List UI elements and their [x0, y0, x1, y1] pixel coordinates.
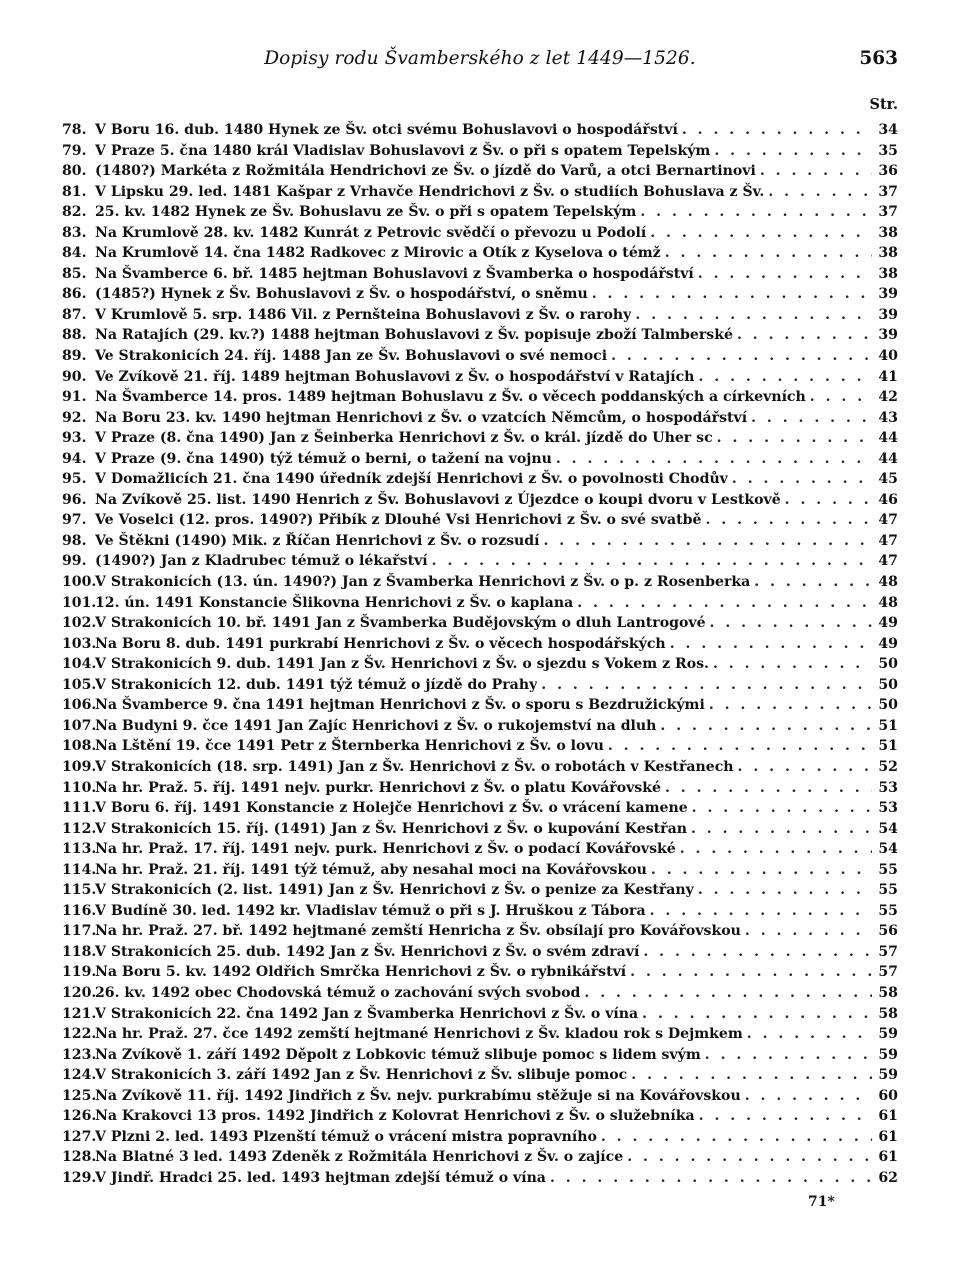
- list-item: [62, 264, 898, 285]
- entry-number: 88.: [62, 327, 87, 344]
- entry-number: 128.: [62, 1149, 97, 1166]
- list-item: [62, 1004, 898, 1025]
- entry-number: 119.: [62, 964, 97, 981]
- dot-leader: [694, 880, 872, 901]
- dot-leader: [428, 551, 872, 572]
- entry-number: 126.: [62, 1108, 97, 1125]
- dot-leader: [656, 716, 872, 737]
- entry-number: 89.: [62, 348, 87, 365]
- list-item: [62, 1024, 898, 1045]
- entry-number: 80.: [62, 163, 87, 180]
- entry-text: Na Zvíkově 1. září 1492 Děpolt z Lobkovic témuž slibuje pomoc s lidem svým: [95, 1046, 701, 1063]
- list-item: [62, 819, 898, 840]
- entry-page: 36: [878, 163, 898, 180]
- entry-text: Na Blatné 3 led. 1493 Zdeněk z Rožmitála Henrichovi z Šv. o zajíce: [95, 1149, 624, 1166]
- entry-page: 59: [878, 1026, 898, 1043]
- list-item: [62, 736, 898, 757]
- entry-page: 39: [878, 327, 898, 344]
- entry-page: 38: [878, 245, 898, 262]
- entry-text: V Strakonicích 12. dub. 1491 týž témuž o jízdě do Prahy: [95, 676, 538, 693]
- dot-leader: [806, 387, 872, 408]
- entry-text: V Strakonicích (2. list. 1491) Jan z Šv. Henrichovi z Šv. o penize za Kestřany: [95, 882, 694, 899]
- entry-number: 91.: [62, 389, 87, 406]
- list-item: [62, 1065, 898, 1086]
- entry-page: 49: [878, 615, 898, 632]
- entry-text: Na hr. Praž. 27. čce 1492 zemští hejtmané Henrichovi z Šv. kladou rok s Dejmkem: [95, 1026, 743, 1043]
- dot-leader: [638, 1004, 872, 1025]
- list-item: [62, 428, 898, 449]
- entry-text: Na Budyni 9. čce 1491 Jan Zajíc Henrichovi z Šv. o rukojemství na dluh: [95, 717, 657, 734]
- dot-leader: [636, 202, 872, 223]
- entry-number: 92.: [62, 409, 87, 426]
- dot-leader: [688, 798, 872, 819]
- entry-text: Na Boru 5. kv. 1492 Oldřich Smrčka Henrichovi z Šv. o rybnikářství: [95, 964, 627, 981]
- list-item: [62, 1086, 898, 1107]
- list-item: [62, 654, 898, 675]
- dot-leader: [705, 695, 872, 716]
- entry-text: Na Zvíkově 25. list. 1490 Henrich z Šv. Bohuslavovi z Újezdce o koupi dvoru v Lestkově: [95, 491, 781, 508]
- list-item: [62, 120, 898, 141]
- entry-page: 58: [878, 1005, 898, 1022]
- list-item: [62, 593, 898, 614]
- list-item: [62, 325, 898, 346]
- entry-page: 38: [878, 265, 898, 282]
- dot-leader: [694, 264, 872, 285]
- entry-page: 45: [878, 471, 898, 488]
- entry-number: 112.: [62, 820, 97, 837]
- entry-number: 124.: [62, 1067, 97, 1084]
- list-item: [62, 490, 898, 511]
- page-number: 563: [859, 48, 898, 69]
- entry-text: 12. ún. 1491 Konstancie Šlikovna Henrichovi z Šv. o kaplana: [95, 594, 574, 611]
- dot-leader: [710, 141, 872, 162]
- dot-leader: [734, 757, 872, 778]
- dot-leader: [623, 1147, 872, 1168]
- entry-page: 34: [878, 122, 898, 138]
- list-item: [62, 551, 898, 572]
- list-item: [62, 983, 898, 1004]
- entry-page: 53: [878, 779, 898, 796]
- entry-number: 105.: [62, 676, 97, 693]
- list-item: [62, 469, 898, 490]
- dot-leader: [701, 510, 872, 531]
- entry-number: 90.: [62, 368, 87, 385]
- entry-page: 39: [878, 306, 898, 323]
- page-column-label: Str.: [869, 96, 898, 113]
- dot-leader: [741, 921, 872, 942]
- dot-leader: [678, 120, 872, 141]
- entry-page: 57: [878, 964, 898, 981]
- list-item: [62, 613, 898, 634]
- entry-text: V Krumlově 5. srp. 1486 Vil. z Pernšteina Bohuslavovi z Šv. o rarohy: [95, 306, 632, 323]
- entry-number: 121.: [62, 1005, 97, 1022]
- entry-page: 47: [878, 553, 898, 570]
- entry-page: 61: [878, 1108, 898, 1125]
- entry-page: 59: [878, 1067, 898, 1084]
- dot-leader: [756, 161, 872, 182]
- list-item: [62, 367, 898, 388]
- entry-text: V Jindř. Hradci 25. led. 1493 hejtman zdejší témuž o vína: [95, 1169, 546, 1186]
- entry-text: Na Švamberce 14. pros. 1489 hejtman Bohuslavu z Šv. o věcech poddanských a církevních: [95, 389, 806, 406]
- entry-number: 127.: [62, 1128, 97, 1145]
- entry-text: (1480?) Markéta z Rožmitála Hendrichovi ze Šv. o jízdě do Varů, a otci Bernartinovi: [95, 163, 756, 180]
- entry-number: 125.: [62, 1087, 97, 1104]
- entry-number: 102.: [62, 615, 97, 632]
- entry-text: V Plzni 2. led. 1493 Plzenští témuž o vrácení mistra popravního: [95, 1128, 597, 1145]
- dot-leader: [747, 408, 872, 429]
- list-item: [62, 141, 898, 162]
- dot-leader: [626, 962, 872, 983]
- entry-page: 60: [878, 1087, 898, 1104]
- entry-page: 51: [878, 738, 898, 755]
- entry-page: 47: [878, 532, 898, 549]
- dot-leader: [604, 736, 872, 757]
- list-item: [62, 346, 898, 367]
- entry-number: 129.: [62, 1169, 97, 1186]
- entry-text: V Domažlicích 21. čna 1490 úředník zdejší Henrichovi z Šv. o povolnosti Chodův: [95, 471, 728, 488]
- entry-text: Na Lštění 19. čce 1491 Petr z Šternberka Henrichovi z Šv. o lovu: [95, 738, 604, 755]
- entry-text: Na hr. Praž. 27. bř. 1492 hejtmané zemští Henricha z Šv. obsílají pro Kovářovskou: [95, 923, 741, 940]
- entry-text: (1485?) Hynek z Šv. Bohuslavovi z Šv. o hospodářství, o sněmu: [95, 286, 588, 303]
- entry-number: 78.: [62, 122, 87, 138]
- list-item: [62, 716, 898, 737]
- dot-leader: [741, 1086, 872, 1107]
- entry-number: 79.: [62, 142, 87, 159]
- entry-page: 54: [878, 820, 898, 837]
- entry-page: 55: [878, 861, 898, 878]
- list-item: [62, 531, 898, 552]
- entry-text: V Strakonicích 25. dub. 1492 Jan z Šv. Henrichovi z Šv. o svém zdraví: [95, 943, 640, 960]
- entry-number: 114.: [62, 861, 97, 878]
- dot-leader: [706, 613, 872, 634]
- dot-leader: [588, 284, 872, 305]
- printer-signature: 71*: [808, 1194, 835, 1210]
- list-item: [62, 223, 898, 244]
- list-item: [62, 182, 898, 203]
- entry-page: 49: [878, 635, 898, 652]
- entry-text: V Praze (8. čna 1490) Jan z Šeinberka Henrichovi z Šv. o král. jízdě do Uher sc: [95, 430, 713, 447]
- entry-number: 93.: [62, 430, 87, 447]
- list-item: [62, 921, 898, 942]
- dot-leader: [661, 778, 872, 799]
- entry-text: V Strakonicích (13. ún. 1490?) Jan z Švamberka Henrichovi z Šv. o p. z Rosenberka: [95, 574, 751, 591]
- list-item: [62, 757, 898, 778]
- entry-text: V Strakonicích 15. říj. (1491) Jan z Šv. Henrichovi z Šv. o kupování Kestřan: [95, 820, 687, 837]
- entry-page: 37: [878, 204, 898, 221]
- entry-page: 53: [878, 800, 898, 817]
- entry-text: V Strakonicích 10. bř. 1491 Jan z Švamberka Budějovským o dluh Lantrogové: [95, 615, 706, 632]
- dot-leader: [743, 1024, 872, 1045]
- entry-number: 110.: [62, 779, 97, 796]
- entry-text: V Strakonicích 3. září 1492 Jan z Šv. Henrichovi z Šv. slibuje pomoc: [95, 1067, 628, 1084]
- entry-number: 106.: [62, 697, 97, 714]
- entry-number: 82.: [62, 204, 87, 221]
- entry-page: 47: [878, 512, 898, 529]
- entry-number: 95.: [62, 471, 87, 488]
- entry-page: 58: [878, 984, 898, 1001]
- list-item: [62, 634, 898, 655]
- list-item: [62, 1147, 898, 1168]
- entry-page: 48: [878, 594, 898, 611]
- entry-page: 38: [878, 224, 898, 241]
- entry-page: 39: [878, 286, 898, 303]
- entry-page: 54: [878, 841, 898, 858]
- dot-leader: [631, 305, 872, 326]
- entry-text: Na Švamberce 9. čna 1491 hejtman Henrichovi z Šv. o sporu s Bezdružickými: [95, 697, 705, 714]
- list-item: [62, 305, 898, 326]
- dot-leader: [694, 367, 872, 388]
- entry-text: Na Švamberce 6. bř. 1485 hejtman Bohuslavovi z Švamberka o hospodářství: [95, 265, 694, 282]
- list-item: [62, 860, 898, 881]
- entry-page: 50: [878, 676, 898, 693]
- entry-text: Ve Štěkni (1490) Mik. z Říčan Henrichovi z Šv. o rozsudí: [95, 532, 540, 549]
- entry-page: 46: [878, 491, 898, 508]
- dot-leader: [552, 449, 872, 470]
- entry-text: Na Boru 8. dub. 1491 purkrabí Henrichovi z Šv. o věcech hospodářských: [95, 635, 666, 652]
- entry-text: V Budíně 30. led. 1492 kr. Vladislav témuž o při s J. Hruškou z Tábora: [95, 902, 646, 919]
- entry-page: 50: [878, 697, 898, 714]
- dot-leader: [537, 675, 872, 696]
- entry-number: 118.: [62, 943, 97, 960]
- dot-leader: [607, 346, 872, 367]
- entry-page: 52: [878, 758, 898, 775]
- list-item: [62, 675, 898, 696]
- entry-number: 86.: [62, 286, 87, 303]
- entry-text: Na Krumlově 28. kv. 1482 Kunrát z Petrovic svědčí o převozu u Podolí: [95, 224, 647, 241]
- table-of-contents: [62, 120, 898, 1188]
- running-header: [62, 48, 898, 74]
- list-item: [62, 449, 898, 470]
- entry-page: 43: [878, 409, 898, 426]
- entry-number: 108.: [62, 738, 97, 755]
- dot-leader: [728, 469, 872, 490]
- entry-number: 113.: [62, 841, 97, 858]
- entry-text: V Strakonicích 9. dub. 1491 Jan z Šv. Henrichovi z Šv. o sjezdu s Vokem z Ros.: [95, 656, 709, 673]
- entry-number: 104.: [62, 656, 97, 673]
- list-item: [62, 962, 898, 983]
- dot-leader: [639, 942, 872, 963]
- dot-leader: [687, 819, 872, 840]
- list-item: [62, 1127, 898, 1148]
- dot-leader: [709, 654, 872, 675]
- entry-page: 51: [878, 717, 898, 734]
- entry-page: 57: [878, 943, 898, 960]
- entry-text: Na hr. Praž. 17. říj. 1491 nejv. purk. Henrichovi z Šv. o podací Kovářovské: [95, 841, 676, 858]
- dot-leader: [733, 325, 872, 346]
- list-item: [62, 202, 898, 223]
- entry-page: 50: [878, 656, 898, 673]
- dot-leader: [597, 1127, 872, 1148]
- entry-number: 107.: [62, 717, 97, 734]
- entry-page: 41: [878, 368, 898, 385]
- entry-text: V Strakonicích (18. srp. 1491) Jan z Šv. Henrichovi z Šv. o robotách v Kestřanech: [95, 758, 734, 775]
- dot-leader: [539, 531, 872, 552]
- list-item: [62, 695, 898, 716]
- dot-leader: [627, 1065, 872, 1086]
- entry-page: 55: [878, 882, 898, 899]
- entry-page: 44: [878, 430, 898, 447]
- entry-number: 87.: [62, 306, 87, 323]
- dot-leader: [676, 839, 872, 860]
- entry-text: V Strakonicích 22. čna 1492 Jan z Švamberka Henrichovi z Šv. o vína: [95, 1005, 639, 1022]
- list-item: [62, 1168, 898, 1189]
- entry-text: 26. kv. 1492 obec Chodovská témuž o zachování svých svobod: [95, 984, 581, 1001]
- entry-text: Na Boru 23. kv. 1490 hejtman Henrichovi z Šv. o vzatcích Němcům, o hospodářství: [95, 409, 748, 426]
- list-item: [62, 510, 898, 531]
- entry-text: Na Krumlově 14. čna 1482 Radkovec z Mirovic a Otík z Kyselova o témž: [95, 245, 661, 262]
- list-item: [62, 1106, 898, 1127]
- dot-leader: [573, 593, 872, 614]
- entry-page: 61: [878, 1149, 898, 1166]
- list-item: [62, 778, 898, 799]
- entry-text: V Boru 6. říj. 1491 Konstancie z Holejče Henrichovi z Šv. o vrácení kamene: [95, 800, 688, 817]
- entry-text: V Boru 16. dub. 1480 Hynek ze Šv. otci svému Bohuslavovi o hospodářství: [95, 122, 678, 138]
- entry-number: 109.: [62, 758, 97, 775]
- entry-number: 116.: [62, 902, 97, 919]
- entry-page: 59: [878, 1046, 898, 1063]
- list-item: [62, 901, 898, 922]
- entry-page: 48: [878, 574, 898, 591]
- entry-number: 111.: [62, 800, 97, 817]
- entry-number: 115.: [62, 882, 97, 899]
- dot-leader: [764, 182, 872, 203]
- entry-text: Ve Zvíkově 21. říj. 1489 hejtman Bohuslavovi z Šv. o hospodářství v Ratajích: [95, 368, 695, 385]
- entry-text: Na hr. Praž. 5. říj. 1491 nejv. purkr. Henrichovi z Šv. o platu Kovářovské: [95, 779, 661, 796]
- list-item: [62, 572, 898, 593]
- dot-leader: [713, 428, 872, 449]
- list-item: [62, 880, 898, 901]
- dot-leader: [546, 1168, 872, 1189]
- entry-number: 120.: [62, 984, 97, 1001]
- entry-page: 42: [878, 389, 898, 406]
- entry-number: 100.: [62, 574, 97, 591]
- entry-number: 122.: [62, 1026, 97, 1043]
- entry-text: (1490?) Jan z Kladrubec témuž o lékařství: [95, 553, 428, 570]
- entry-page: 56: [878, 923, 898, 940]
- list-item: [62, 1045, 898, 1066]
- list-item: [62, 798, 898, 819]
- entry-page: 62: [878, 1169, 898, 1186]
- dot-leader: [646, 223, 872, 244]
- dot-leader: [695, 1106, 872, 1127]
- entry-number: 83.: [62, 224, 87, 241]
- list-item: [62, 161, 898, 182]
- entry-text: Na Zvíkově 11. říj. 1492 Jindřich z Šv. nejv. purkrabímu stěžuje si na Kovářovskou: [95, 1087, 741, 1104]
- entry-text: Ve Voselci (12. pros. 1490?) Přibík z Dlouhé Vsi Henrichovi z Šv. o své svatbě: [95, 512, 702, 529]
- entry-number: 98.: [62, 532, 87, 549]
- entry-number: 99.: [62, 553, 87, 570]
- entry-number: 97.: [62, 512, 87, 529]
- list-item: [62, 284, 898, 305]
- entry-text: 25. kv. 1482 Hynek ze Šv. Bohuslavu ze Šv. o při s opatem Tepelským: [95, 204, 637, 221]
- entry-page: 55: [878, 902, 898, 919]
- dot-leader: [781, 490, 872, 511]
- entry-number: 123.: [62, 1046, 97, 1063]
- dot-leader: [646, 901, 872, 922]
- entry-number: 94.: [62, 450, 87, 467]
- entry-page: 61: [878, 1128, 898, 1145]
- entry-number: 101.: [62, 594, 97, 611]
- entry-number: 96.: [62, 491, 87, 508]
- dot-leader: [750, 572, 872, 593]
- entry-number: 81.: [62, 183, 87, 200]
- entry-text: Na Krakovci 13 pros. 1492 Jindřich z Kolovrat Henrichovi z Šv. o služebníka: [95, 1108, 695, 1125]
- entry-page: 44: [878, 450, 898, 467]
- entry-page: 35: [878, 142, 898, 159]
- list-item: [62, 408, 898, 429]
- entry-text: V Praze (9. čna 1490) týž témuž o berni, o tažení na vojnu: [95, 450, 552, 467]
- entry-text: V Praze 5. čna 1480 král Vladislav Bohuslavovi z Šv. o při s opatem Tepelským: [95, 142, 711, 159]
- entry-page: 37: [878, 183, 898, 200]
- entry-text: Na hr. Praž. 21. říj. 1491 týž témuž, aby nesahal moci na Kovářovskou: [95, 861, 647, 878]
- running-title: Dopisy rodu Švamberského z let 1449—1526.: [264, 48, 696, 69]
- list-item: [62, 839, 898, 860]
- entry-page: 40: [878, 348, 898, 365]
- list-item: [62, 387, 898, 408]
- entry-text: V Lipsku 29. led. 1481 Kašpar z Vrhavče Hendrichovi z Šv. o studiích Bohuslava z Šv.: [95, 183, 765, 200]
- dot-leader: [661, 243, 872, 264]
- list-item: [62, 243, 898, 264]
- dot-leader: [580, 983, 872, 1004]
- entry-number: 85.: [62, 265, 87, 282]
- entry-text: Ve Strakonicích 24. říj. 1488 Jan ze Šv. Bohuslavovi o své nemoci: [95, 348, 608, 365]
- entry-number: 117.: [62, 923, 97, 940]
- entry-number: 103.: [62, 635, 97, 652]
- list-item: [62, 942, 898, 963]
- dot-leader: [647, 860, 872, 881]
- dot-leader: [701, 1045, 872, 1066]
- entry-number: 84.: [62, 245, 87, 262]
- dot-leader: [666, 634, 872, 655]
- entry-text: Na Ratajích (29. kv.?) 1488 hejtman Bohuslavovi z Šv. popisuje zboží Talmberské: [95, 327, 733, 344]
